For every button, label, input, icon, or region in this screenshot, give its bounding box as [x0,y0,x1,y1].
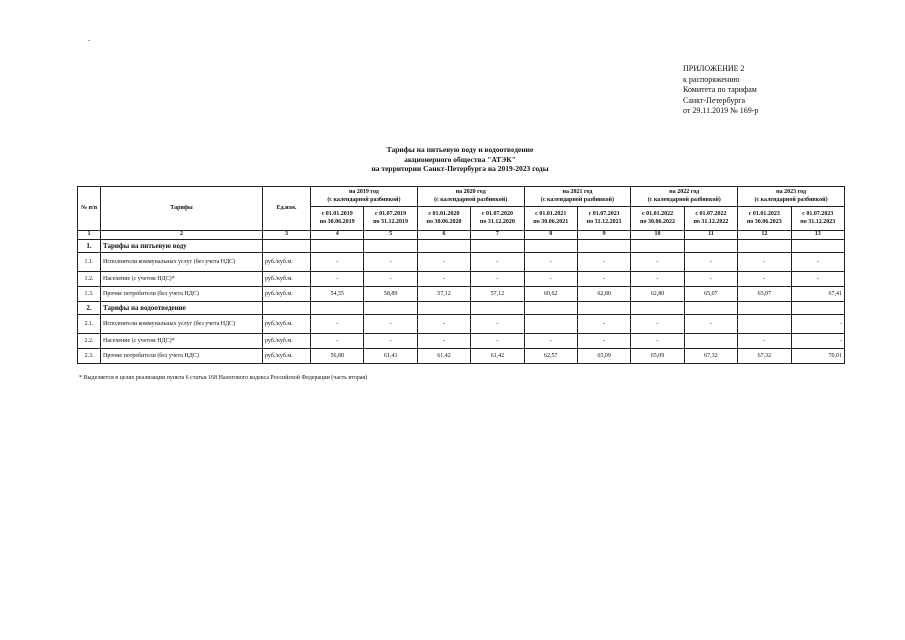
value-cell: - [471,252,524,271]
header-period: с 01.07.2021 по 31.12.2021 [577,207,630,231]
header-year: на 2021 год (с календарной разбивкой) [524,187,631,207]
row-unit: руб./куб.м. [263,286,311,301]
value-cell [684,333,737,348]
value-cell: - [738,333,791,348]
header-unit: Ед.изм. [263,187,311,231]
appendix-line: к распоряжению [683,74,740,84]
row-unit: руб./куб.м. [263,271,311,286]
section-row [78,239,845,252]
header-period: с 01.07.2022 по 31.12.2022 [684,207,737,231]
value-cell: - [417,314,470,333]
header-period: с 01.01.2022 по 30.06.2022 [631,207,684,231]
value-cell: - [577,333,630,348]
value-cell: 65,07 [738,286,791,301]
column-number: 3 [263,231,311,240]
row-number: 1.2. [78,271,101,286]
value-cell: - [577,271,630,286]
value-cell: - [631,252,684,271]
table-row [78,348,845,363]
table-row [78,333,845,348]
row-unit: руб./куб.м. [263,348,311,363]
column-number: 13 [791,231,844,240]
header-period: с 01.01.2019 по 30.06.2019 [311,207,364,231]
header-num: № п/п [78,187,101,231]
table-row [78,271,845,286]
value-cell: - [364,314,417,333]
value-cell: - [577,314,630,333]
row-number: 1.3. [78,286,101,301]
value-cell: - [417,271,470,286]
table-row [78,314,845,333]
appendix-line: Комитета по тарифам [683,85,757,94]
header-period: с 01.07.2023 по 31.12.2023 [791,207,844,231]
row-number: 1.1. [78,252,101,271]
value-cell: 56,88 [311,348,364,363]
tariffs-table [77,186,845,364]
value-cell: - [738,271,791,286]
value-cell: - [311,271,364,286]
table-row [78,286,845,301]
appendix-line: от 29.11.2019 № 169-р [683,106,759,115]
row-number: 2.2. [78,333,101,348]
value-cell: - [471,314,524,333]
section-number: 1. [78,239,101,252]
value-cell: 61,42 [471,348,524,363]
value-cell: 62,80 [631,286,684,301]
value-cell: - [524,252,577,271]
column-number: 11 [684,231,737,240]
header-year: на 2022 год (с календарной разбивкой) [631,187,738,207]
value-cell: 65,09 [631,348,684,363]
value-cell: - [738,252,791,271]
value-cell: - [364,333,417,348]
value-cell: - [791,333,844,348]
appendix-line: ПРИЛОЖЕНИЕ 2 [683,64,745,73]
header-period: с 01.01.2023 по 30.06.2023 [738,207,791,231]
row-unit: руб./куб.м. [263,252,311,271]
value-cell: - [631,333,684,348]
row-name: Прочие потребители (без учета НДС) [101,286,263,301]
row-number: 2.1. [78,314,101,333]
value-cell: - [311,314,364,333]
title-line: на территории Санкт-Петербурга на 2019-2023 годы [371,164,549,173]
column-number: 9 [577,231,630,240]
value-cell [524,314,577,333]
column-number: 6 [417,231,470,240]
value-cell: 54,55 [311,286,364,301]
value-cell: - [524,333,577,348]
row-name: Исполнители коммунальных услуг (без учета НДС) [101,252,263,271]
value-cell: - [364,252,417,271]
section-row [78,301,845,314]
value-cell [738,314,791,333]
value-cell: - [311,333,364,348]
value-cell: 61,42 [417,348,470,363]
header-period: с 01.01.2021 по 30.06.2021 [524,207,577,231]
value-cell: 62,57 [524,348,577,363]
row-number: 2.3. [78,348,101,363]
row-unit: руб./куб.м. [263,333,311,348]
value-cell: - [791,271,844,286]
value-cell: 65,09 [577,348,630,363]
value-cell: - [684,252,737,271]
header-period: с 01.07.2019 по 31.12.2019 [364,207,417,231]
header-year: на 2019 год (с календарной разбивкой) [311,187,418,207]
value-cell: - [684,271,737,286]
value-cell: - [417,333,470,348]
column-number: 8 [524,231,577,240]
column-number: 7 [471,231,524,240]
title-line: акционерного общества "АТЭК" [404,154,516,164]
section-title: Тарифы на водоотведение [101,301,263,314]
value-cell: 58,89 [364,286,417,301]
column-number: 1 [78,231,101,240]
header-year: на 2023 год (с календарной разбивкой) [738,187,845,207]
column-number: 10 [631,231,684,240]
row-name: Прочие потребители (без учета НДС) [101,348,263,363]
appendix-line: Санкт-Петербурга [683,95,746,105]
header-period: с 01.07.2020 по 31.12.2020 [471,207,524,231]
footnote: * Выделяется в целях реализации пункта 6 статьи 168 Налогового кодекса Российской Федерации (часть вторая) [79,375,368,381]
value-cell: - [364,271,417,286]
value-cell: 70,01 [791,348,844,363]
row-name: Население (с учетом НДС)* [101,333,263,348]
column-number: 2 [101,231,263,240]
title-line: Тарифы на питьевую воду и водоотведение [386,145,534,154]
header-year: на 2020 год (с календарной разбивкой) [417,187,524,207]
value-cell: - [524,271,577,286]
column-number: 5 [364,231,417,240]
header-tariffs: Тарифы [101,187,263,231]
value-cell: 67,32 [738,348,791,363]
value-cell: - [311,252,364,271]
value-cell: - [791,252,844,271]
value-cell: - [417,252,470,271]
value-cell: 67,32 [684,348,737,363]
column-number: 4 [311,231,364,240]
value-cell: 67,41 [791,286,844,301]
value-cell: 57,12 [471,286,524,301]
value-cell: - [631,271,684,286]
table-row [78,252,845,271]
value-cell: 62,80 [577,286,630,301]
value-cell: - [684,314,737,333]
value-cell: 61,43 [364,348,417,363]
header-period: с 01.01.2020 по 30.06.2020 [417,207,470,231]
section-number: 2. [78,301,101,314]
value-cell: - [471,333,524,348]
row-name: Население (с учетом НДС)* [101,271,263,286]
row-unit: руб./куб.м. [263,314,311,333]
value-cell: 65,07 [684,286,737,301]
value-cell: 57,12 [417,286,470,301]
appendix-block [683,64,758,117]
value-cell: 60,62 [524,286,577,301]
column-number: 12 [738,231,791,240]
stray-mark: . [88,34,90,43]
document-title [250,145,670,174]
section-title: Тарифы на питьевую воду [101,239,263,252]
value-cell: - [631,314,684,333]
value-cell: - [577,252,630,271]
value-cell: - [791,314,844,333]
value-cell: - [471,271,524,286]
row-name: Исполнители коммунальных услуг (без учета НДС) [101,314,263,333]
